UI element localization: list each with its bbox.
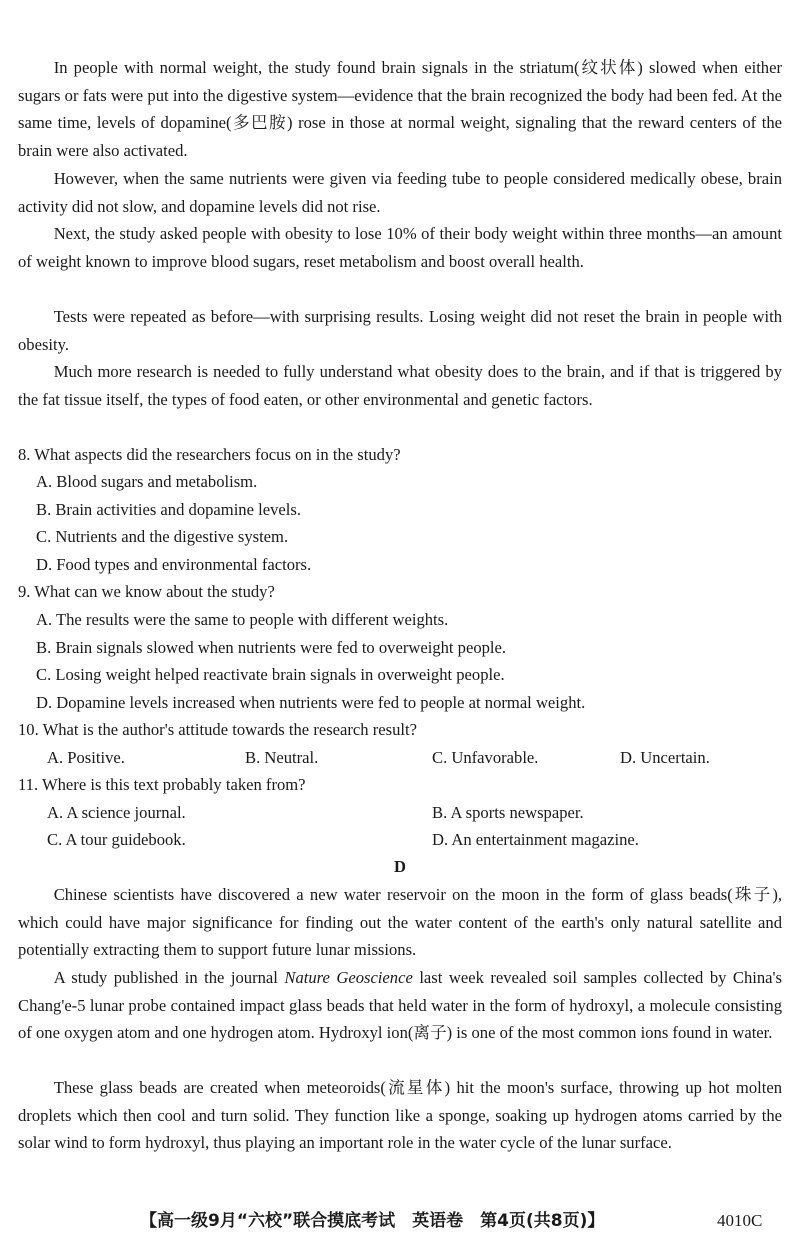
question-9-option-c: C. Losing weight helped reactivate brain signals in overweight people.	[36, 665, 505, 684]
question-11-stem: 11. Where is this text probably taken from?	[18, 775, 306, 794]
page-footer-title: 【高一级9月“六校”联合摸底考试 英语卷 第4页(共8页)】	[140, 1211, 605, 1231]
question-9-option-a: A. The results were the same to people with different weights.	[36, 610, 449, 629]
passage-d-paragraph-2-rest: last week revealed soil samples collected by China's Chang'e-5 lunar probe contained impact glass beads that held water in the form of hydroxyl, a molecule consisting of one oxygen atom and one hydrogen atom. Hydroxyl ion(离子) is one of the most common ions found in water.	[18, 968, 782, 1043]
section-d-heading: D	[394, 857, 406, 876]
question-10-option-b: B. Neutral.	[245, 748, 319, 767]
question-11-option-b: B. A sports newspaper.	[432, 803, 584, 822]
passage-d-paragraph-1: Chinese scientists have discovered a new water reservoir on the moon in the form of glass beads(珠子), which could have major significance for finding out the water content of the earth's only natural satellite and potentially extracting them to support future lunar missions.	[18, 885, 782, 960]
question-11-option-a: A. A science journal.	[47, 803, 186, 822]
passage-d-paragraph-2-lead: A study published in the journal	[53, 968, 285, 987]
question-8-option-a: A. Blood sugars and metabolism.	[36, 472, 258, 491]
question-11-option-d: D. An entertainment magazine.	[432, 830, 639, 849]
passage-c-paragraph-3: Next, the study asked people with obesity to lose 10% of their body weight within three months—an amount of weight known to improve blood sugars, reset metabolism and boost overall health.	[18, 224, 782, 271]
passage-d-paragraph-2	[18, 964, 782, 1047]
question-8-option-c: C. Nutrients and the digestive system.	[36, 527, 289, 546]
question-10-stem: 10. What is the author's attitude towards the research result?	[18, 720, 417, 739]
question-9-option-d: D. Dopamine levels increased when nutrients were fed to people at normal weight.	[36, 693, 586, 712]
question-8-stem: 8. What aspects did the researchers focus on in the study?	[18, 445, 401, 464]
question-8-option-d: D. Food types and environmental factors.	[36, 555, 312, 574]
page-footer-code: 4010C	[717, 1211, 763, 1230]
journal-name: Nature Geoscience	[284, 968, 413, 987]
question-10-option-d: D. Uncertain.	[620, 748, 710, 767]
question-10-option-a: A. Positive.	[47, 748, 125, 767]
passage-d-paragraph-3: These glass beads are created when meteoroids(流星体) hit the moon's surface, throwing up hot molten droplets which then cool and turn solid. They function like a sponge, soaking up hydrogen atoms carried by the solar wind to form hydroxyl, thus playing an important role in the water cycle of the lunar surface.	[18, 1078, 782, 1153]
question-9-option-b: B. Brain signals slowed when nutrients were fed to overweight people.	[36, 638, 507, 657]
passage-c-paragraph-2: However, when the same nutrients were given via feeding tube to people considered medically obese, brain activity did not slow, and dopamine levels did not rise.	[18, 169, 782, 216]
question-8-option-b: B. Brain activities and dopamine levels.	[36, 500, 301, 519]
question-9-stem: 9. What can we know about the study?	[18, 582, 275, 601]
passage-c-paragraph-4: Tests were repeated as before—with surprising results. Losing weight did not reset the brain in people with obesity.	[18, 307, 782, 354]
question-10-option-c: C. Unfavorable.	[432, 748, 539, 767]
question-11-option-c: C. A tour guidebook.	[47, 830, 186, 849]
passage-c-paragraph-5: Much more research is needed to fully understand what obesity does to the brain, and if that is triggered by the fat tissue itself, the types of food eaten, or other environmental and genetic factors.	[18, 362, 782, 409]
passage-c-paragraph-1: In people with normal weight, the study found brain signals in the striatum(纹状体) slowed when either sugars or fats were put into the digestive system—evidence that the brain recognized the body had been fed. At the same time, levels of dopamine(多巴胺) rose in those at normal weight, signaling that the reward centers of the brain were also activated.	[18, 58, 782, 160]
